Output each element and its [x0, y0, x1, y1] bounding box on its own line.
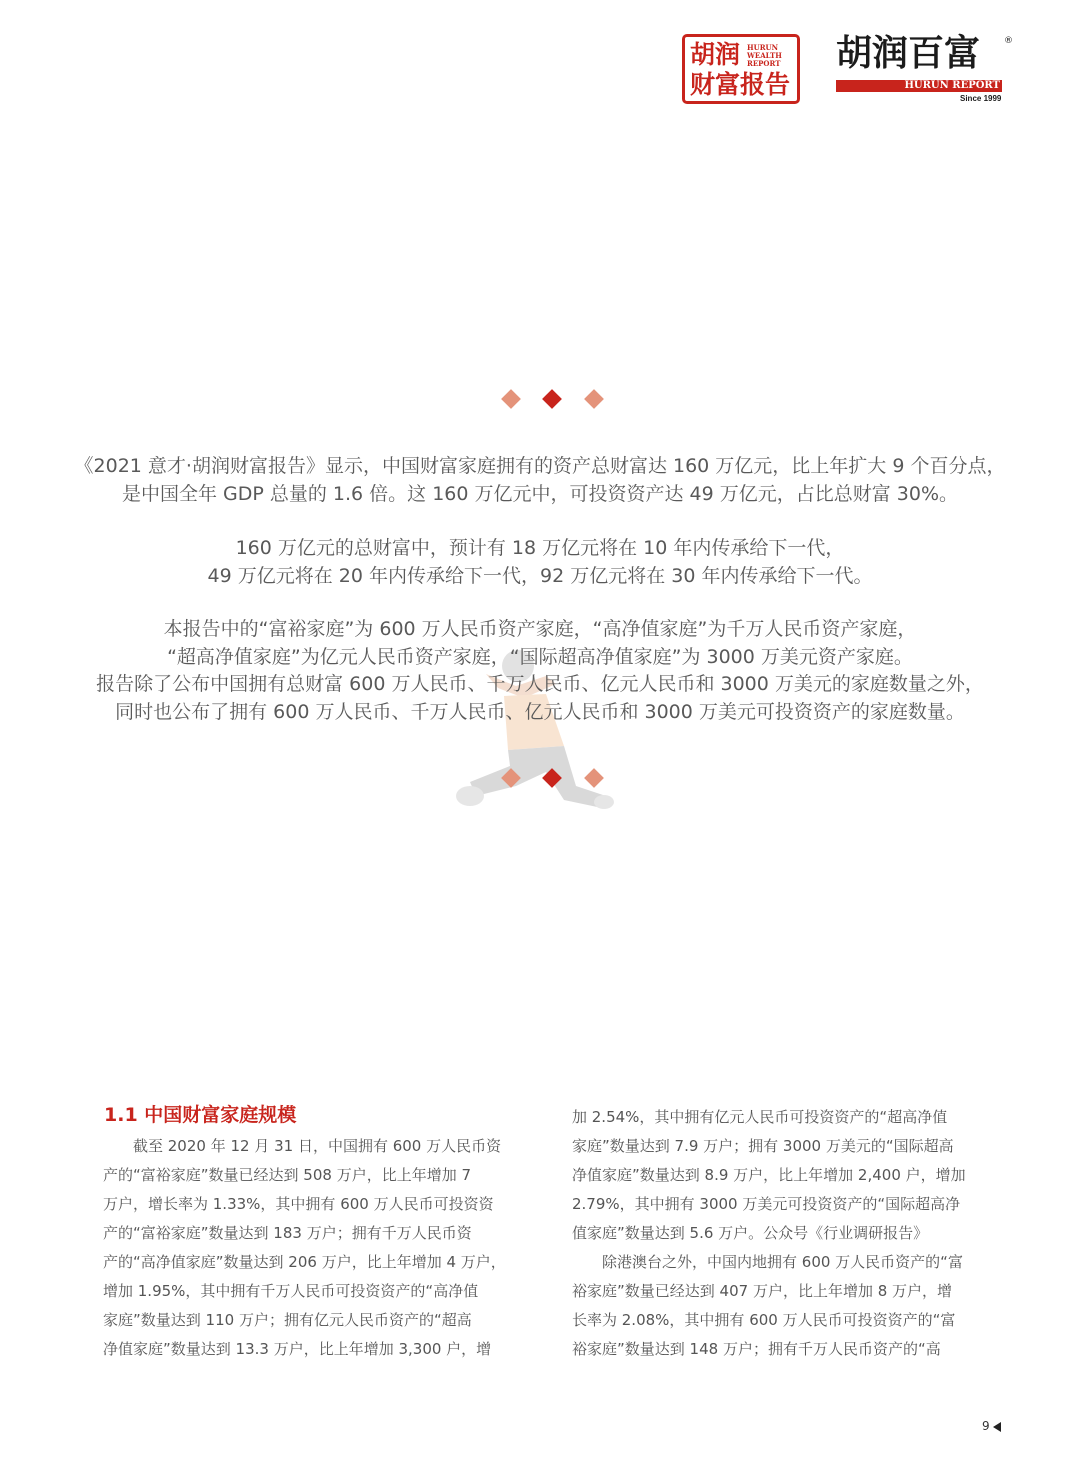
body-line: 家庭”数量达到 7.9 万户；拥有 3000 万美元的“国际超高 — [572, 1137, 954, 1155]
body-line: 产的“高净值家庭”数量达到 206 万户，比上年增加 4 万户， — [103, 1253, 506, 1271]
page-arrow-icon — [993, 1422, 1001, 1432]
seal-logo-en — [747, 44, 797, 68]
hurun-logo-since: Since 1999 — [960, 94, 1002, 103]
seal-logo-cn-line1: 胡润 — [690, 40, 741, 69]
body-line: 产的“富裕家庭”数量已经达到 508 万户，比上年增加 7 — [103, 1166, 472, 1184]
body-line: 加 2.54%，其中拥有亿元人民币可投资资产的“超高净值 — [572, 1108, 948, 1126]
body-line: 2.79%，其中拥有 3000 万美元可投资资产的“国际超高净 — [572, 1195, 961, 1213]
seal-logo-cn-line2: 财富报告 — [690, 70, 791, 99]
registered-mark: ® — [1004, 36, 1013, 46]
body-line: 增加 1.95%，其中拥有千万人民币可投资资产的“高净值 — [103, 1282, 479, 1300]
intro-paragraph-1 — [60, 453, 1020, 508]
intro-line: “超高净值家庭”为亿元人民币资产家庭，“国际超高净值家庭”为 3000 万美元资产家庭。 — [167, 645, 913, 668]
body-line: 裕家庭”数量达到 148 万户；拥有千万人民币资产的“高 — [572, 1340, 941, 1358]
intro-line: 本报告中的“富裕家庭”为 600 万人民币资产家庭，“高净值家庭”为千万人民币资产家庭， — [163, 618, 917, 640]
hurun-logo-en: HURUN REPORT — [836, 80, 1002, 92]
seal-logo-en-line: HURUN — [747, 43, 779, 52]
page-number: 9 — [982, 1419, 990, 1433]
intro-paragraph-2 — [60, 535, 1020, 590]
body-line: 裕家庭”数量已经达到 407 万户，比上年增加 8 万户，增 — [572, 1282, 953, 1300]
section-title: 1.1 中国财富家庭规模 — [104, 1104, 297, 1126]
intro-line: 是中国全年 GDP 总量的 1.6 倍。这 160 万亿元中，可投资资产达 49 万亿元，占比总财富 30%。 — [121, 482, 959, 505]
body-line: 长率为 2.08%，其中拥有 600 万人民币可投资资产的“富 — [572, 1311, 956, 1329]
body-line: 净值家庭”数量达到 8.9 万户，比上年增加 2,400 户，增加 — [572, 1166, 966, 1184]
body-line: 截至 2020 年 12 月 31 日，中国拥有 600 万人民币资 — [133, 1137, 502, 1155]
diamond-divider-top — [500, 389, 604, 409]
hurun-report-logo — [836, 33, 1016, 108]
body-line: 值家庭”数量达到 5.6 万户。公众号《行业调研报告》 — [572, 1224, 929, 1242]
hurun-wealth-report-logo — [682, 34, 800, 104]
intro-line: 160 万亿元的总财富中，预计有 18 万亿元将在 10 年内传承给下一代， — [235, 537, 845, 559]
body-column-left — [103, 1132, 533, 1364]
diamond-icon — [542, 768, 562, 788]
body-line: 产的“富裕家庭”数量达到 183 万户；拥有千万人民币资 — [103, 1224, 472, 1242]
diamond-icon — [584, 389, 604, 409]
intro-paragraph-3 — [60, 616, 1020, 726]
body-line: 万户，增长率为 1.33%，其中拥有 600 万人民币可投资资 — [103, 1195, 494, 1213]
hurun-logo-cn: 胡润百富 — [836, 33, 981, 74]
diamond-icon — [542, 389, 562, 409]
body-line: 净值家庭”数量达到 13.3 万户，比上年增加 3,300 户，增 — [103, 1340, 492, 1358]
diamond-icon — [501, 389, 521, 409]
intro-line: 同时也公布了拥有 600 万人民币、千万人民币、亿元人民币和 3000 万美元可投资资产的家庭数量。 — [115, 700, 965, 723]
intro-line: 报告除了公布中国拥有总财富 600 万人民币、千万人民币、亿元人民币和 3000 万美元的家庭数量之外， — [96, 673, 984, 695]
intro-line: 《2021 意才·胡润财富报告》显示，中国财富家庭拥有的资产总财富达 160 万亿元，比上年扩大 9 个百分点， — [74, 455, 1006, 477]
body-line: 家庭”数量达到 110 万户；拥有亿元人民币资产的“超高 — [103, 1311, 472, 1329]
diamond-divider-mid — [500, 768, 604, 788]
diamond-icon — [501, 768, 521, 788]
body-column-right — [572, 1103, 1002, 1364]
seal-logo-en-line: WEALTH — [747, 51, 782, 60]
diamond-icon — [584, 768, 604, 788]
body-line: 除港澳台之外，中国内地拥有 600 万人民币资产的“富 — [602, 1253, 963, 1271]
seal-logo-en-line: REPORT — [747, 59, 781, 68]
intro-line: 49 万亿元将在 20 年内传承给下一代，92 万亿元将在 30 年内传承给下一代。 — [207, 564, 873, 587]
